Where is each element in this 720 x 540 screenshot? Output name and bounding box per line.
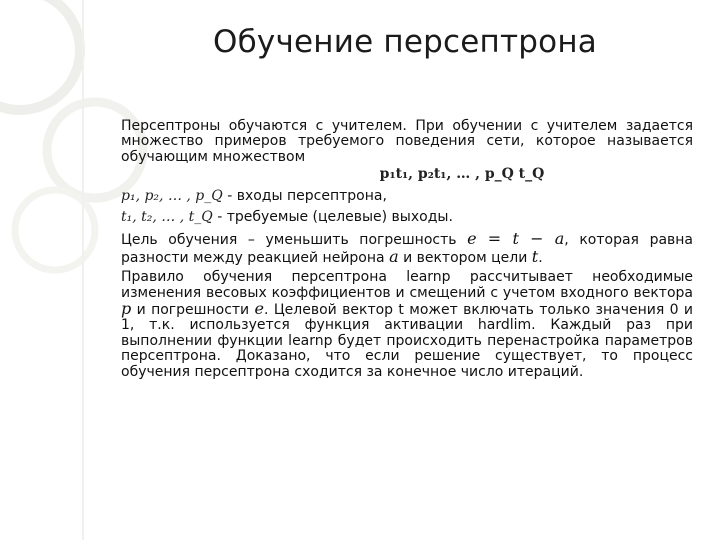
decorative-vertical-line	[82, 0, 84, 540]
slide-body	[121, 119, 693, 380]
symbol-a: a	[389, 246, 399, 266]
goal-mid: , которая равна разности между реакцией нейрона	[121, 232, 694, 266]
targets-line	[121, 210, 693, 225]
symbol-t: t	[531, 246, 539, 266]
targets-formula: t₁, t₂, … , t_Q	[121, 209, 213, 226]
inputs-formula: p₁, p₂, … , p_Q	[121, 187, 223, 204]
symbol-p: p	[121, 299, 132, 319]
inputs-text: - входы персептрона,	[227, 187, 387, 204]
goal-and: и вектором цели	[403, 249, 528, 266]
slide-title: Обучение персептрона	[213, 24, 597, 60]
goal-end: .	[538, 249, 543, 266]
rule-part-3: . Целевой вектор t может включать только значения 0 и 1, т.к. используется функция активации hardlim. Каждый раз при выполнении функции learnp будет происходить перенастройка параметров персептрона. Доказано, что если решение существует, то процесс обучения персептрона сходится за конечное число итераций.	[121, 302, 694, 380]
goal-paragraph	[121, 231, 693, 266]
inputs-line	[121, 189, 693, 204]
rule-part-2: и погрешности	[136, 302, 250, 319]
rule-part-1: Правило обучения персептрона learnp рассчитывает необходимые изменения весовых коэффициентов и смещений с учетом входного вектора	[121, 269, 693, 301]
symbol-e: e	[254, 299, 264, 319]
intro-paragraph: Персептроны обучаются с учителем. При обучении с учителем задается множество примеров требуемого поведения сети, которое называется обучающим множеством	[121, 118, 693, 165]
error-formula: e = t − a	[467, 229, 565, 249]
targets-text: - требуемые (целевые) выходы.	[217, 209, 453, 226]
rule-paragraph	[121, 270, 693, 380]
goal-pre: Цель обучения – уменьшить погрешность	[121, 232, 457, 249]
training-set-formula: p₁t₁, p₂t₁, … , p_Q t_Q	[379, 166, 545, 183]
